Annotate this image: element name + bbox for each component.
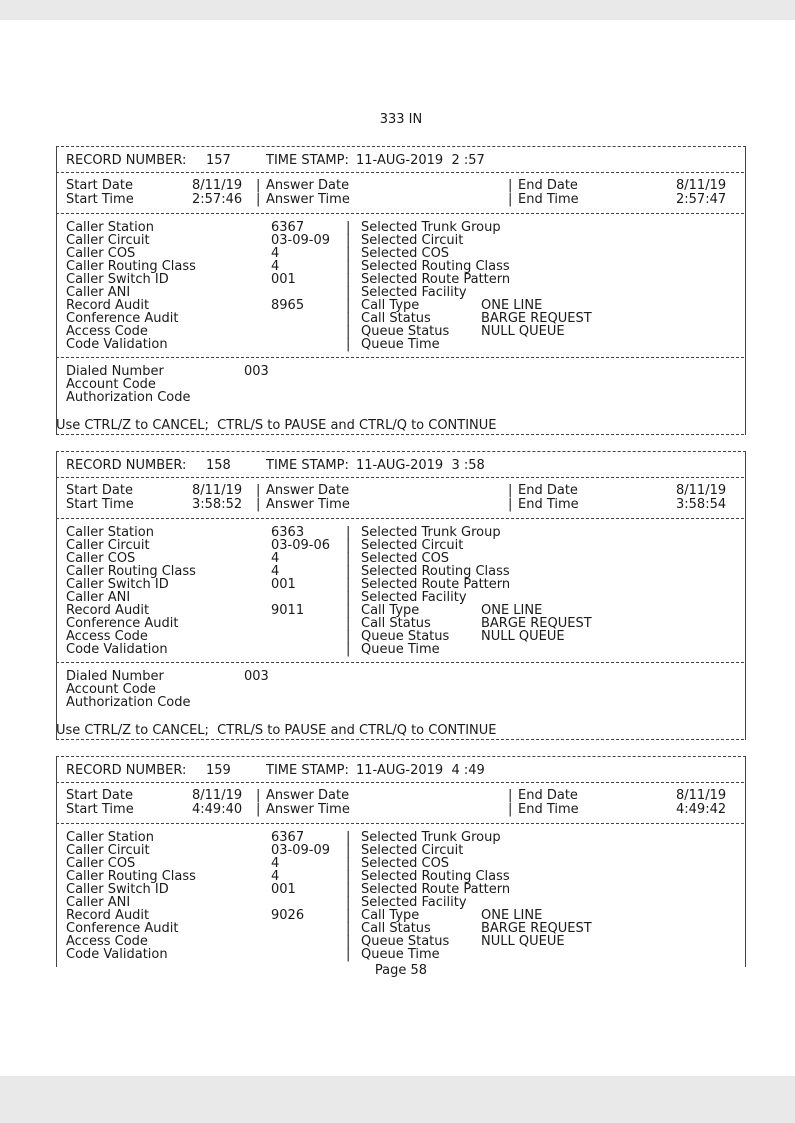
- selected-facility-label: Selected Facility: [361, 895, 467, 910]
- access-code-label: Access Code: [66, 934, 148, 949]
- queue-time-label: Queue Time: [361, 947, 440, 962]
- caller-routing-class: 4: [271, 259, 280, 274]
- start-time: 2:57:46: [192, 192, 243, 207]
- time-stamp: 11-AUG-2019 4 :49: [356, 763, 485, 778]
- separator: [56, 357, 744, 358]
- page-header: 333 IN: [379, 112, 423, 127]
- column-divider: |: [346, 246, 351, 261]
- end-time: 3:58:54: [676, 497, 727, 512]
- answer-date-label: Answer Date: [266, 178, 350, 193]
- continue-notice: Use CTRL/Z to CANCEL; CTRL/S to PAUSE and CTRL/Q to CONTINUE: [56, 723, 497, 738]
- answer-time-label: Answer Time: [266, 192, 350, 207]
- end-date: 8/11/19: [676, 178, 727, 193]
- queue-status-label: Queue Status: [361, 324, 450, 339]
- column-divider: |: [346, 564, 351, 579]
- call-type-label: Call Type: [361, 603, 420, 618]
- selected-route-pattern-label: Selected Route Pattern: [361, 272, 511, 287]
- queue-status-label: Queue Status: [361, 934, 450, 949]
- selected-routing-class-label: Selected Routing Class: [361, 259, 510, 274]
- account-code-label: Account Code: [66, 377, 156, 392]
- authorization-code-label: Authorization Code: [66, 695, 191, 710]
- call-status-label: Call Status: [361, 311, 431, 326]
- code-validation-label: Code Validation: [66, 947, 168, 962]
- column-divider: |: [256, 802, 261, 817]
- caller-switch-id-label: Caller Switch ID: [66, 272, 169, 287]
- record-number: 159: [206, 763, 231, 778]
- answer-date-label: Answer Date: [266, 788, 350, 803]
- record-number-label: RECORD NUMBER:: [66, 458, 187, 473]
- column-divider: |: [346, 869, 351, 884]
- caller-switch-id-label: Caller Switch ID: [66, 882, 169, 897]
- caller-station: 6367: [271, 220, 305, 235]
- column-divider: |: [508, 192, 513, 207]
- conference-audit-label: Conference Audit: [66, 311, 179, 326]
- start-time-label: Start Time: [66, 497, 134, 512]
- caller-cos: 4: [271, 551, 280, 566]
- time-stamp-label: TIME STAMP:: [266, 153, 349, 168]
- continue-notice: Use CTRL/Z to CANCEL; CTRL/S to PAUSE and CTRL/Q to CONTINUE: [56, 418, 497, 433]
- column-divider: |: [346, 843, 351, 858]
- column-divider: |: [346, 272, 351, 287]
- column-divider: |: [346, 629, 351, 644]
- column-divider: |: [346, 551, 351, 566]
- caller-station-label: Caller Station: [66, 830, 154, 845]
- end-date-label: End Date: [518, 178, 578, 193]
- selected-trunk-group-label: Selected Trunk Group: [361, 830, 501, 845]
- caller-routing-class: 4: [271, 564, 280, 579]
- selected-route-pattern-label: Selected Route Pattern: [361, 882, 511, 897]
- column-divider: |: [346, 603, 351, 618]
- code-validation-label: Code Validation: [66, 642, 168, 657]
- selected-circuit-label: Selected Circuit: [361, 843, 464, 858]
- end-time-label: End Time: [518, 497, 579, 512]
- separator: [56, 477, 744, 478]
- column-divider: |: [346, 642, 351, 657]
- selected-facility-label: Selected Facility: [361, 285, 467, 300]
- selected-trunk-group-label: Selected Trunk Group: [361, 525, 501, 540]
- time-stamp-label: TIME STAMP:: [266, 458, 349, 473]
- caller-ani-label: Caller ANI: [66, 285, 131, 300]
- time-stamp: 11-AUG-2019 3 :58: [356, 458, 485, 473]
- scan-top-edge: [0, 0, 795, 20]
- column-divider: |: [508, 802, 513, 817]
- end-date-label: End Date: [518, 483, 578, 498]
- caller-cos-label: Caller COS: [66, 551, 136, 566]
- column-divider: |: [346, 298, 351, 313]
- caller-switch-id-label: Caller Switch ID: [66, 577, 169, 592]
- queue-status: NULL QUEUE: [481, 629, 565, 644]
- end-time-label: End Time: [518, 802, 579, 817]
- call-type-label: Call Type: [361, 908, 420, 923]
- start-time: 4:49:40: [192, 802, 243, 817]
- column-divider: |: [256, 497, 261, 512]
- caller-cos-label: Caller COS: [66, 856, 136, 871]
- call-status-label: Call Status: [361, 921, 431, 936]
- start-time-label: Start Time: [66, 802, 134, 817]
- caller-circuit-label: Caller Circuit: [66, 538, 150, 553]
- start-time: 3:58:52: [192, 497, 243, 512]
- separator: [56, 823, 744, 824]
- record-audit: 8965: [271, 298, 305, 313]
- caller-ani-label: Caller ANI: [66, 590, 131, 605]
- column-divider: |: [508, 483, 513, 498]
- selected-facility-label: Selected Facility: [361, 590, 467, 605]
- column-divider: |: [346, 590, 351, 605]
- column-divider: |: [508, 788, 513, 803]
- end-date: 8/11/19: [676, 483, 727, 498]
- call-status: BARGE REQUEST: [481, 311, 592, 326]
- column-divider: |: [346, 285, 351, 300]
- dialed-number-label: Dialed Number: [66, 364, 164, 379]
- column-divider: |: [346, 337, 351, 352]
- start-date: 8/11/19: [192, 788, 243, 803]
- separator: [56, 782, 744, 783]
- conference-audit-label: Conference Audit: [66, 616, 179, 631]
- caller-ani-label: Caller ANI: [66, 895, 131, 910]
- call-type: ONE LINE: [481, 298, 543, 313]
- dialed-number: 003: [244, 364, 269, 379]
- selected-cos-label: Selected COS: [361, 856, 450, 871]
- record-audit-label: Record Audit: [66, 908, 150, 923]
- call-status-label: Call Status: [361, 616, 431, 631]
- separator: [56, 172, 744, 173]
- column-divider: |: [346, 233, 351, 248]
- column-divider: |: [346, 616, 351, 631]
- caller-station-label: Caller Station: [66, 525, 154, 540]
- access-code-label: Access Code: [66, 324, 148, 339]
- selected-route-pattern-label: Selected Route Pattern: [361, 577, 511, 592]
- column-divider: |: [346, 525, 351, 540]
- record-audit: 9026: [271, 908, 305, 923]
- column-divider: |: [508, 178, 513, 193]
- call-status: BARGE REQUEST: [481, 616, 592, 631]
- column-divider: |: [346, 908, 351, 923]
- selected-cos-label: Selected COS: [361, 551, 450, 566]
- column-divider: |: [346, 259, 351, 274]
- separator: [56, 518, 744, 519]
- column-divider: |: [346, 538, 351, 553]
- authorization-code-label: Authorization Code: [66, 390, 191, 405]
- caller-switch-id: 001: [271, 272, 296, 287]
- start-date: 8/11/19: [192, 483, 243, 498]
- column-divider: |: [346, 830, 351, 845]
- call-type: ONE LINE: [481, 908, 543, 923]
- selected-routing-class-label: Selected Routing Class: [361, 869, 510, 884]
- end-date: 8/11/19: [676, 788, 727, 803]
- selected-cos-label: Selected COS: [361, 246, 450, 261]
- call-type: ONE LINE: [481, 603, 543, 618]
- record-number: 158: [206, 458, 231, 473]
- caller-switch-id: 001: [271, 577, 296, 592]
- column-divider: |: [346, 324, 351, 339]
- separator: [56, 434, 744, 435]
- column-divider: |: [346, 934, 351, 949]
- caller-station: 6363: [271, 525, 305, 540]
- dialed-number: 003: [244, 669, 269, 684]
- column-divider: |: [346, 220, 351, 235]
- column-divider: |: [256, 788, 261, 803]
- record-audit: 9011: [271, 603, 305, 618]
- scan-bottom-edge: [0, 1076, 795, 1123]
- caller-circuit: 03-09-06: [271, 538, 331, 553]
- record-number-label: RECORD NUMBER:: [66, 763, 187, 778]
- selected-routing-class-label: Selected Routing Class: [361, 564, 510, 579]
- queue-time-label: Queue Time: [361, 337, 440, 352]
- page-footer: Page 58: [374, 963, 428, 978]
- selected-circuit-label: Selected Circuit: [361, 233, 464, 248]
- account-code-label: Account Code: [66, 682, 156, 697]
- answer-time-label: Answer Time: [266, 497, 350, 512]
- call-type-label: Call Type: [361, 298, 420, 313]
- column-divider: |: [346, 921, 351, 936]
- caller-circuit: 03-09-09: [271, 233, 331, 248]
- end-time: 2:57:47: [676, 192, 727, 207]
- column-divider: |: [346, 947, 351, 962]
- separator: [56, 213, 744, 214]
- caller-circuit-label: Caller Circuit: [66, 843, 150, 858]
- column-divider: |: [346, 895, 351, 910]
- code-validation-label: Code Validation: [66, 337, 168, 352]
- call-status: BARGE REQUEST: [481, 921, 592, 936]
- answer-time-label: Answer Time: [266, 802, 350, 817]
- record-number-label: RECORD NUMBER:: [66, 153, 187, 168]
- record-audit-label: Record Audit: [66, 298, 150, 313]
- selected-circuit-label: Selected Circuit: [361, 538, 464, 553]
- record-audit-label: Record Audit: [66, 603, 150, 618]
- separator: [56, 739, 744, 740]
- column-divider: |: [256, 192, 261, 207]
- caller-circuit-label: Caller Circuit: [66, 233, 150, 248]
- column-divider: |: [346, 856, 351, 871]
- separator: [56, 662, 744, 663]
- start-date-label: Start Date: [66, 788, 133, 803]
- answer-date-label: Answer Date: [266, 483, 350, 498]
- access-code-label: Access Code: [66, 629, 148, 644]
- start-date-label: Start Date: [66, 483, 133, 498]
- queue-status: NULL QUEUE: [481, 324, 565, 339]
- column-divider: |: [256, 483, 261, 498]
- conference-audit-label: Conference Audit: [66, 921, 179, 936]
- caller-routing-class-label: Caller Routing Class: [66, 259, 196, 274]
- start-time-label: Start Time: [66, 192, 134, 207]
- selected-trunk-group-label: Selected Trunk Group: [361, 220, 501, 235]
- time-stamp: 11-AUG-2019 2 :57: [356, 153, 485, 168]
- caller-routing-class-label: Caller Routing Class: [66, 869, 196, 884]
- caller-station: 6367: [271, 830, 305, 845]
- dialed-number-label: Dialed Number: [66, 669, 164, 684]
- caller-routing-class: 4: [271, 869, 280, 884]
- queue-status-label: Queue Status: [361, 629, 450, 644]
- column-divider: |: [508, 497, 513, 512]
- time-stamp-label: TIME STAMP:: [266, 763, 349, 778]
- column-divider: |: [256, 178, 261, 193]
- queue-time-label: Queue Time: [361, 642, 440, 657]
- end-time: 4:49:42: [676, 802, 727, 817]
- end-time-label: End Time: [518, 192, 579, 207]
- column-divider: |: [346, 882, 351, 897]
- caller-circuit: 03-09-09: [271, 843, 331, 858]
- caller-cos: 4: [271, 856, 280, 871]
- queue-status: NULL QUEUE: [481, 934, 565, 949]
- column-divider: |: [346, 577, 351, 592]
- caller-routing-class-label: Caller Routing Class: [66, 564, 196, 579]
- caller-cos-label: Caller COS: [66, 246, 136, 261]
- record-number: 157: [206, 153, 231, 168]
- start-date-label: Start Date: [66, 178, 133, 193]
- caller-cos: 4: [271, 246, 280, 261]
- start-date: 8/11/19: [192, 178, 243, 193]
- column-divider: |: [346, 311, 351, 326]
- end-date-label: End Date: [518, 788, 578, 803]
- caller-switch-id: 001: [271, 882, 296, 897]
- caller-station-label: Caller Station: [66, 220, 154, 235]
